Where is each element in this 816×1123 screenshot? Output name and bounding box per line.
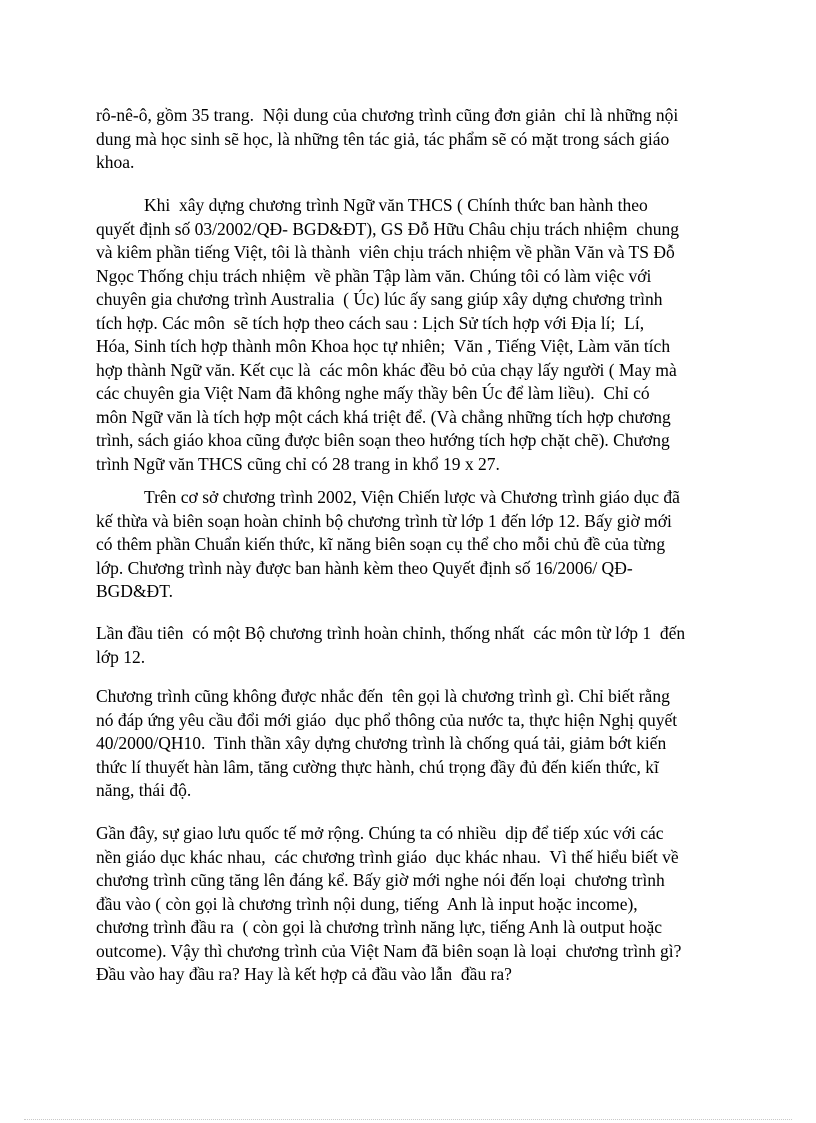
paragraph-1	[96, 104, 726, 175]
paragraph-line: 40/2000/QH10. Tinh thần xây dựng chương trình là chống quá tải, giảm bớt kiến	[96, 733, 667, 753]
paragraph-line: chương trình cũng tăng lên đáng kể. Bấy giờ mới nghe nói đến loại chương trình	[96, 870, 665, 890]
paragraph-line: hợp thành Ngữ văn. Kết cục là các môn khác đều bỏ của chạy lấy người ( May mà	[96, 359, 677, 380]
paragraph-line: chương trình đầu ra ( còn gọi là chương trình năng lực, tiếng Anh là output hoặc	[96, 917, 662, 937]
paragraph-line: Lần đầu tiên có một Bộ chương trình hoàn chỉnh, thống nhất các môn từ lớp 1 đến	[96, 623, 686, 643]
paragraph-line: năng, thái độ.	[96, 780, 192, 800]
paragraph-line: các chuyên gia Việt Nam đã không nghe mấy thầy bên Úc để làm liều). Chỉ có	[96, 383, 650, 403]
paragraph-line: nền giáo dục khác nhau, các chương trình giáo dục khác nhau. Vì thế hiểu biết về	[96, 846, 679, 867]
paragraph-line: tích hợp. Các môn sẽ tích hợp theo cách sau : Lịch Sử tích hợp với Địa lí; Lí,	[96, 312, 645, 333]
paragraph-line: kế thừa và biên soạn hoàn chỉnh bộ chương trình từ lớp 1 đến lớp 12. Bấy giờ mới	[96, 510, 672, 531]
paragraph-line: thức lí thuyết hàn lâm, tăng cường thực hành, chú trọng đầy đủ đến kiến thức, kĩ	[96, 756, 659, 777]
paragraph-6	[96, 822, 726, 987]
paragraph-line: rô-nê-ô, gồm 35 trang. Nội dung của chương trình cũng đơn giản chỉ là những nội	[96, 105, 679, 125]
paragraph-line: trình Ngữ văn THCS cũng chỉ có 28 trang in khổ 19 x 27.	[96, 453, 500, 474]
paragraph-line: trình, sách giáo khoa cũng được biên soạn theo hướng tích hợp chặt chẽ). Chương	[96, 430, 670, 450]
paragraph-line: outcome). Vậy thì chương trình của Việt Nam đã biên soạn là loại chương trình gì?	[96, 940, 682, 961]
paragraph-2	[96, 194, 726, 476]
paragraph-line: lớp. Chương trình này được ban hành kèm theo Quyết định số 16/2006/ QĐ-	[96, 557, 633, 578]
paragraph-line: đầu vào ( còn gọi là chương trình nội dung, tiếng Anh là input hoặc income),	[96, 893, 638, 914]
paragraph-line: dung mà học sinh sẽ học, là những tên tác giả, tác phẩm sẽ có mặt trong sách giáo	[96, 128, 670, 149]
paragraph-line: chuyên gia chương trình Australia ( Úc) lúc ấy sang giúp xây dựng chương trình	[96, 289, 663, 309]
paragraph-line: Chương trình cũng không được nhắc đến tên gọi là chương trình gì. Chỉ biết rằng	[96, 686, 670, 706]
paragraph-line: khoa.	[96, 152, 135, 172]
paragraph-4	[96, 622, 726, 669]
paragraph-line: Trên cơ sở chương trình 2002, Viện Chiến lược và Chương trình giáo dục đã	[144, 487, 680, 507]
paragraph-line: BGD&ĐT.	[96, 581, 173, 601]
paragraph-3	[96, 486, 726, 604]
paragraph-line: Ngọc Thống chịu trách nhiệm về phần Tập làm văn. Chúng tôi có làm việc với	[96, 265, 652, 286]
paragraph-5	[96, 685, 726, 803]
paragraph-line: Gần đây, sự giao lưu quốc tế mở rộng. Chúng ta có nhiều dịp để tiếp xúc với các	[96, 823, 664, 843]
paragraph-line: Đầu vào hay đầu ra? Hay là kết hợp cả đầu vào lẫn đầu ra?	[96, 964, 512, 984]
paragraph-line: Hóa, Sinh tích hợp thành môn Khoa học tự nhiên; Văn , Tiếng Việt, Làm văn tích	[96, 336, 671, 356]
paragraph-line: quyết định số 03/2002/QĐ- BGD&ĐT), GS Đỗ Hữu Châu chịu trách nhiệm chung	[96, 218, 680, 239]
page-bottom-divider	[24, 1119, 792, 1120]
paragraph-line: Khi xây dựng chương trình Ngữ văn THCS ( Chính thức ban hành theo	[144, 195, 648, 215]
paragraph-line: và kiêm phần tiếng Việt, tôi là thành viên chịu trách nhiệm về phần Văn và TS Đỗ	[96, 242, 675, 262]
paragraph-line: nó đáp ứng yêu cầu đổi mới giáo dục phổ thông của nước ta, thực hiện Nghị quyết	[96, 709, 678, 730]
paragraph-line: lớp 12.	[96, 646, 146, 667]
paragraph-line: môn Ngữ văn là tích hợp một cách khá triệt để. (Và chẳng những tích hợp chương	[96, 406, 671, 427]
paragraph-line: có thêm phần Chuẩn kiến thức, kĩ năng biên soạn cụ thể cho mỗi chủ đề của từng	[96, 534, 666, 554]
